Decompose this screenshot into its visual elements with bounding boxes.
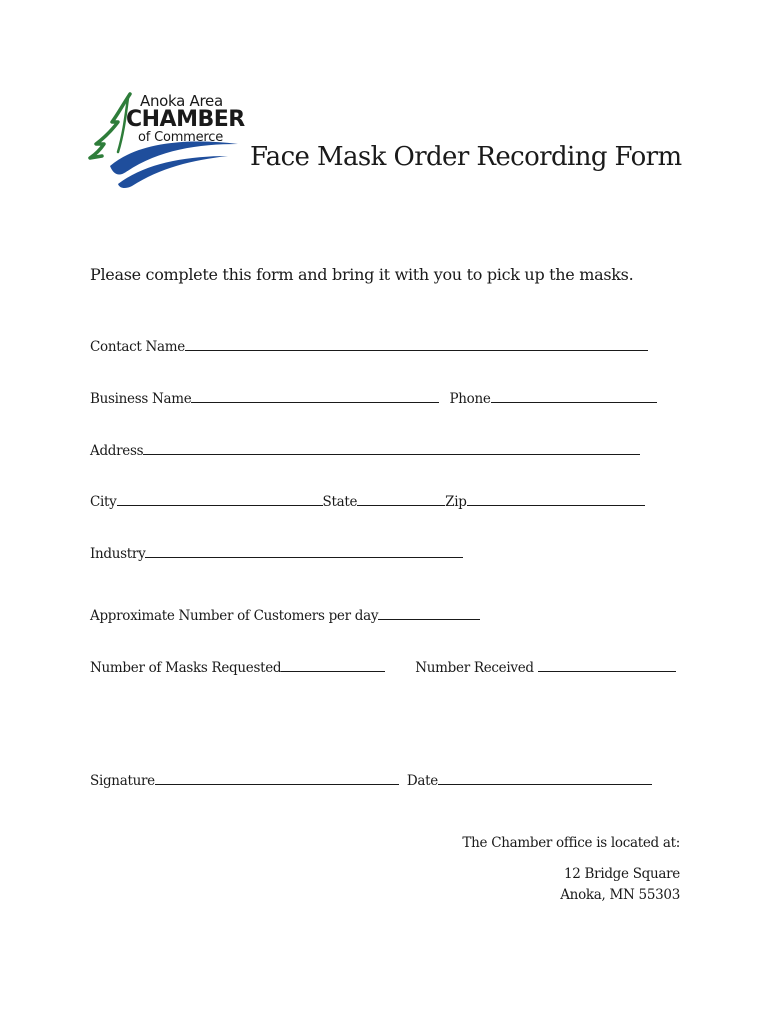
customers-per-day-label: Approximate Number of Customers per day <box>90 608 379 624</box>
customers-per-day-field[interactable] <box>378 607 480 620</box>
phone-field[interactable] <box>491 390 657 403</box>
business-phone-row <box>90 390 657 407</box>
industry-field[interactable] <box>145 545 463 558</box>
city-state-zip-row <box>90 493 645 510</box>
business-name-label: Business Name <box>90 391 192 407</box>
zip-field[interactable] <box>467 493 645 506</box>
customers-per-day-row <box>90 607 480 624</box>
masks-requested-field[interactable] <box>281 659 385 672</box>
address-label: Address <box>90 443 144 459</box>
date-field[interactable] <box>438 772 652 785</box>
contact-name-field[interactable] <box>185 338 648 351</box>
city-field[interactable] <box>117 493 323 506</box>
number-received-field[interactable] <box>538 659 676 672</box>
address-row <box>90 442 640 459</box>
date-label: Date <box>406 773 438 789</box>
page-title: Face Mask Order Recording Form <box>250 142 682 172</box>
industry-label: Industry <box>90 546 146 562</box>
office-heading: The Chamber office is located at: <box>462 835 680 851</box>
logo-text-chamber: CHAMBER <box>126 107 245 132</box>
masks-requested-label: Number of Masks Requested <box>90 660 282 676</box>
chamber-logo <box>88 92 248 192</box>
city-label: City <box>90 494 117 510</box>
signature-label: Signature <box>90 773 155 789</box>
office-city-state-zip: Anoka, MN 55303 <box>560 887 680 903</box>
contact-name-label: Contact Name <box>90 339 185 355</box>
form-instructions: Please complete this form and bring it with you to pick up the masks. <box>90 265 634 284</box>
number-received-label: Number Received <box>415 660 534 676</box>
contact-name-row <box>90 338 648 355</box>
state-field[interactable] <box>357 493 445 506</box>
masks-row <box>90 659 676 676</box>
business-name-field[interactable] <box>191 390 439 403</box>
signature-date-row <box>90 772 652 789</box>
office-street: 12 Bridge Square <box>563 866 680 882</box>
signature-field[interactable] <box>155 772 399 785</box>
zip-label: Zip <box>445 494 467 510</box>
address-field[interactable] <box>143 442 640 455</box>
logo-text-anoka-area: Anoka Area <box>140 92 223 110</box>
industry-row <box>90 545 463 562</box>
state-label: State <box>322 494 358 510</box>
logo-text-of-commerce: of Commerce <box>138 130 224 145</box>
phone-label: Phone <box>449 391 491 407</box>
